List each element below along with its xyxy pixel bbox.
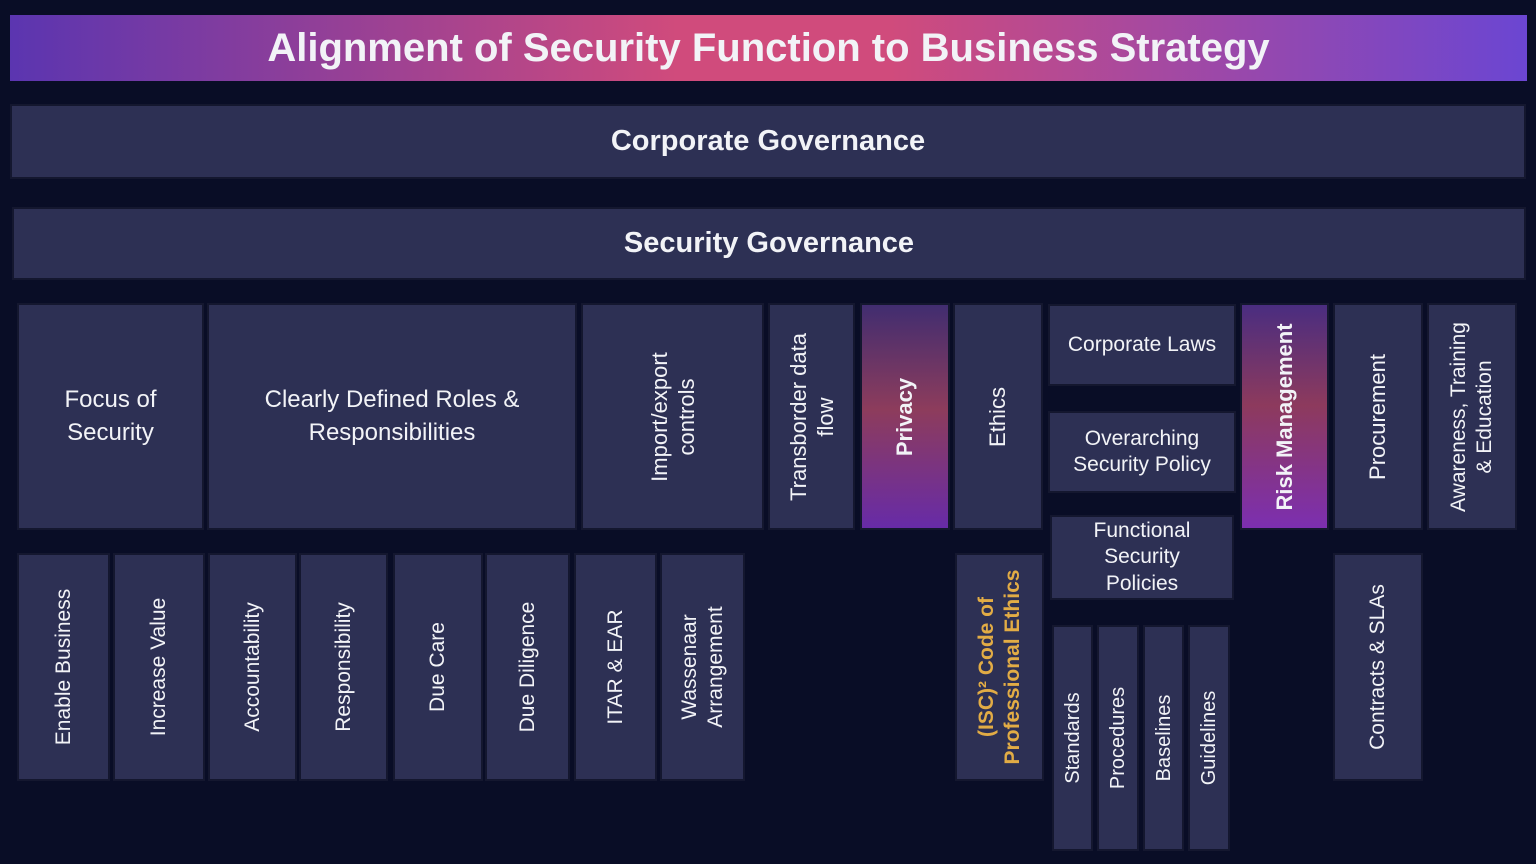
box-guidelines bbox=[1188, 625, 1230, 851]
overarching-security-policy-label: Overarching Security Policy bbox=[1073, 426, 1211, 476]
box-risk-management bbox=[1240, 303, 1329, 530]
box-roles-responsibilities bbox=[207, 303, 577, 530]
procurement-label: Procurement bbox=[1365, 353, 1391, 480]
box-increase-value bbox=[113, 553, 205, 781]
box-responsibility bbox=[299, 553, 388, 781]
box-import-export-controls bbox=[581, 303, 764, 530]
box-isc2-code-of-professional-ethics bbox=[955, 553, 1044, 781]
isc2-code-of-ethics-label: (ISC)² Code of Professional Ethics bbox=[974, 569, 1024, 765]
baselines-label: Baselines bbox=[1152, 694, 1174, 782]
itar-ear-label: ITAR & EAR bbox=[603, 609, 627, 725]
band-security-governance bbox=[12, 207, 1526, 280]
functional-security-policies-label: Functional Security Policies bbox=[1093, 519, 1191, 595]
privacy-label: Privacy bbox=[892, 377, 918, 456]
corporate-laws-label: Corporate Laws bbox=[1067, 333, 1217, 356]
guidelines-label: Guidelines bbox=[1197, 690, 1220, 786]
box-enable-business bbox=[17, 553, 110, 781]
title-banner bbox=[10, 15, 1527, 81]
box-standards bbox=[1052, 625, 1093, 851]
wassenaar-arrangement-label: Wassenaar Arrangement bbox=[677, 606, 727, 728]
box-contracts-slas bbox=[1333, 553, 1423, 781]
box-due-care bbox=[393, 553, 483, 781]
box-procedures bbox=[1097, 625, 1139, 851]
box-itar-ear bbox=[574, 553, 657, 781]
box-transborder-data-flow bbox=[768, 303, 855, 530]
ethics-label: Ethics bbox=[985, 386, 1011, 447]
box-procurement bbox=[1333, 303, 1423, 530]
box-ethics bbox=[953, 303, 1043, 530]
box-corporate-laws bbox=[1048, 304, 1236, 386]
enable-business-label: Enable Business bbox=[51, 588, 75, 746]
standards-label: Standards bbox=[1061, 692, 1083, 784]
risk-management-label: Risk Management bbox=[1271, 322, 1297, 511]
box-focus-of-security bbox=[17, 303, 204, 530]
transborder-data-flow-label: Transborder data flow bbox=[785, 332, 838, 501]
accountability-label: Accountability bbox=[240, 602, 264, 732]
import-export-controls-label: Import/export controls bbox=[646, 351, 699, 482]
box-due-diligence bbox=[485, 553, 570, 781]
procedures-label: Procedures bbox=[1106, 686, 1129, 790]
responsibility-label: Responsibility bbox=[331, 602, 355, 732]
box-wassenaar-arrangement bbox=[660, 553, 745, 781]
box-privacy bbox=[860, 303, 950, 530]
contracts-slas-label: Contracts & SLAs bbox=[1365, 584, 1389, 750]
awareness-training-education-label: Awareness, Training & Education bbox=[1446, 321, 1496, 512]
box-accountability bbox=[208, 553, 297, 781]
focus-of-security-label: Focus of Security bbox=[64, 386, 157, 446]
corporate-governance-label: Corporate Governance bbox=[610, 125, 926, 157]
box-functional-security-policies bbox=[1050, 515, 1234, 600]
roles-responsibilities-label: Clearly Defined Roles & Responsibilities bbox=[264, 386, 520, 446]
slide-title: Alignment of Security Function to Business Strategy bbox=[267, 25, 1270, 70]
increase-value-label: Increase Value bbox=[146, 597, 170, 737]
box-baselines bbox=[1143, 625, 1184, 851]
band-corporate-governance bbox=[10, 104, 1526, 179]
due-care-label: Due Care bbox=[425, 622, 449, 712]
box-awareness-training-education bbox=[1427, 303, 1517, 530]
box-overarching-security-policy bbox=[1048, 411, 1236, 493]
due-diligence-label: Due Diligence bbox=[515, 601, 539, 733]
security-governance-label: Security Governance bbox=[623, 227, 915, 259]
